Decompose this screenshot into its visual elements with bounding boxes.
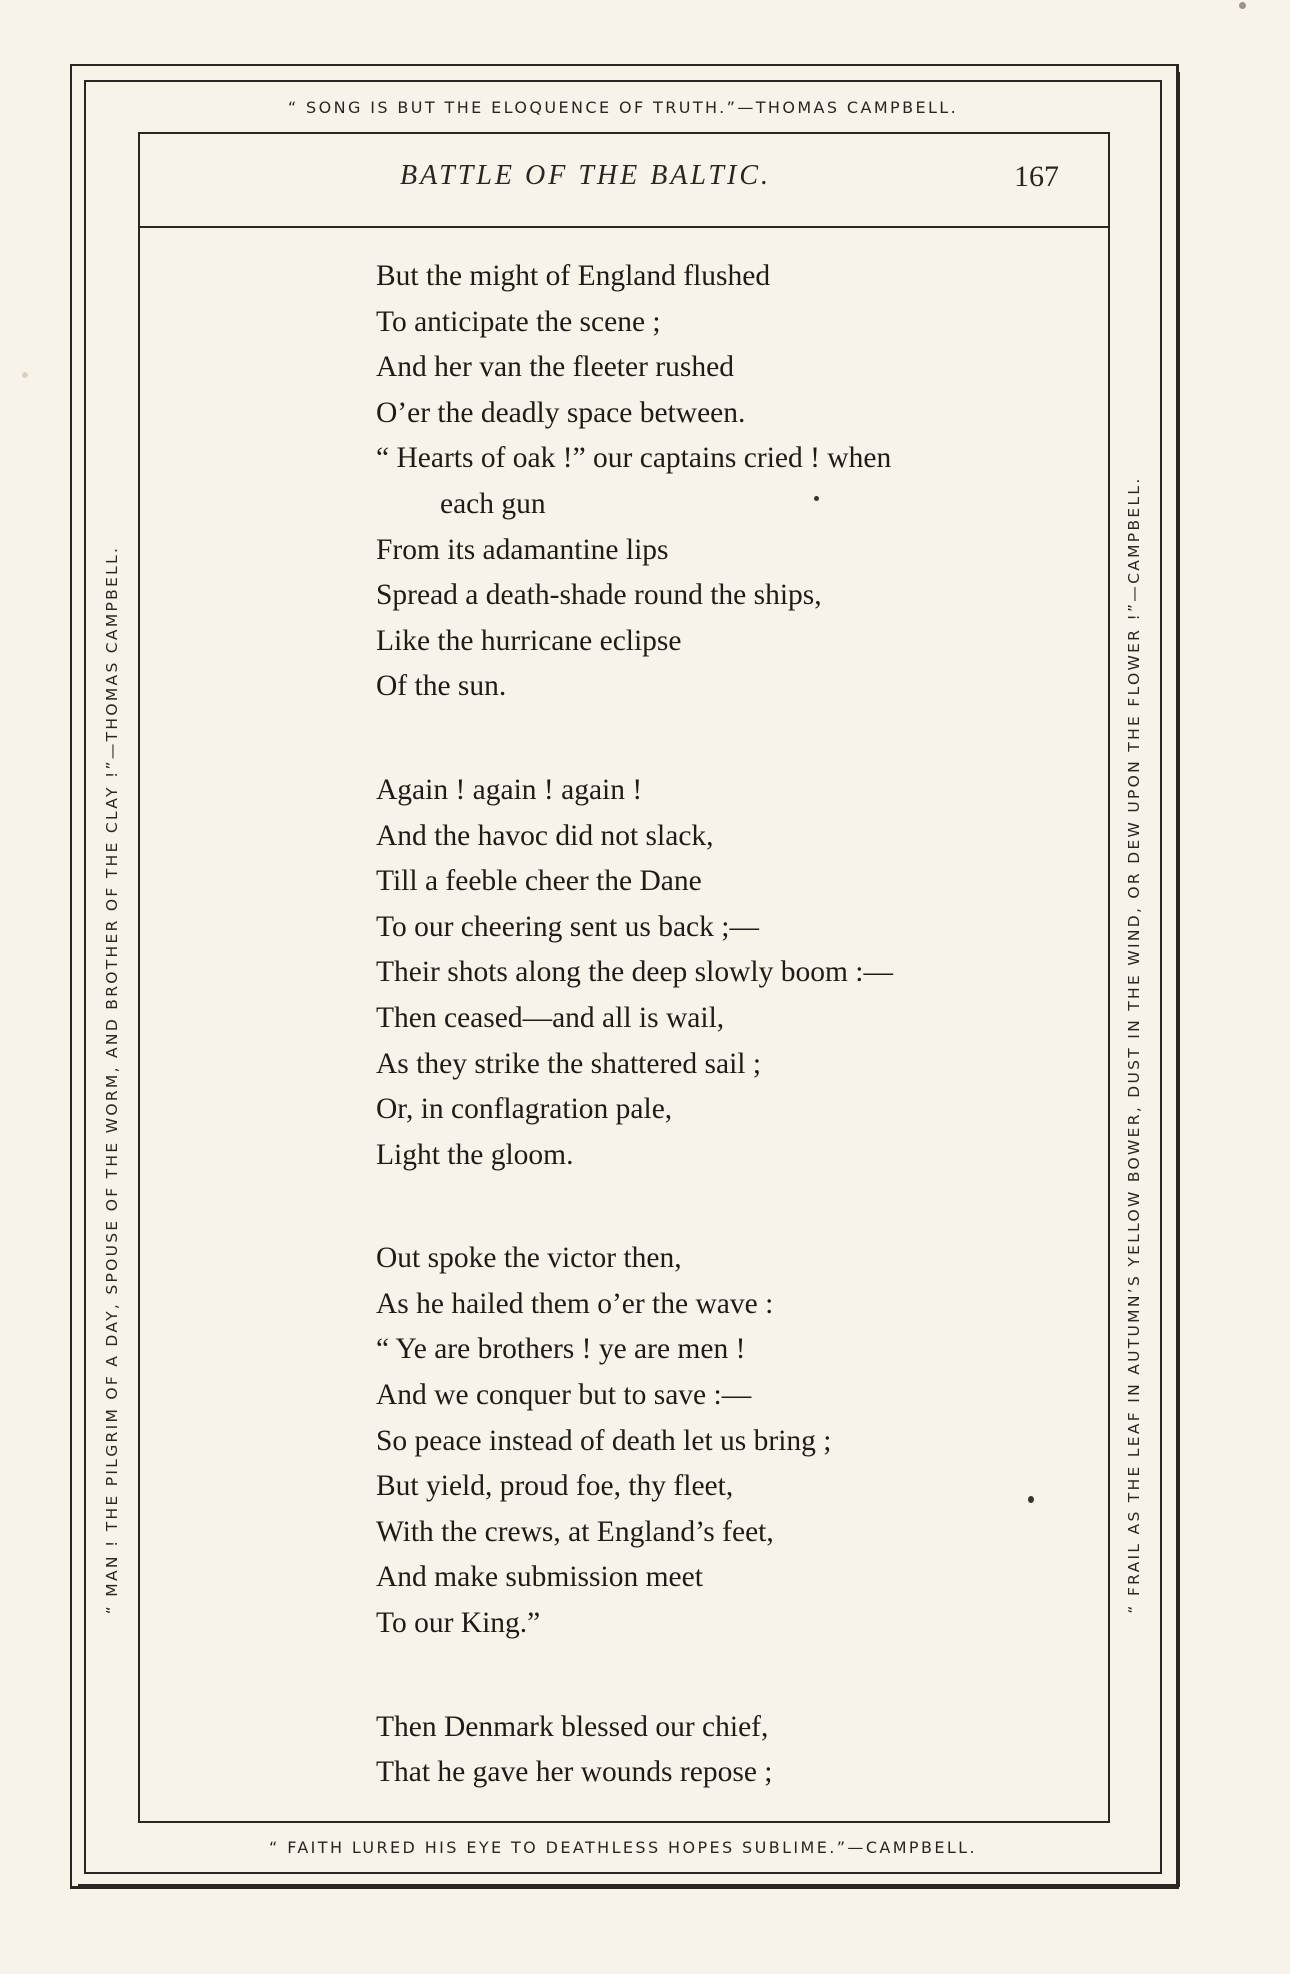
poem-line: “ Hearts of oak !” our captains cried ! when	[376, 442, 892, 475]
poem-line: With the crews, at England’s feet,	[376, 1515, 774, 1548]
outer-border-shadow-bottom	[78, 1884, 1180, 1886]
top-motto: “ SONG IS BUT THE ELOQUENCE OF TRUTH.”—THOMAS CAMPBELL.	[287, 98, 959, 117]
stanza	[376, 768, 1076, 1178]
poem-line: But the might of England flushed	[376, 260, 771, 292]
right-motto: “ FRAIL AS THE LEAF IN AUTUMN’S YELLOW BOWER, DUST IN THE WIND, OR DEW UPON THE FLOWER !”—CAMPBELL.	[1125, 476, 1143, 1614]
poem-line: Their shots along the deep slowly boom :—	[376, 956, 893, 989]
poem-line: To anticipate the scene ;	[376, 305, 661, 338]
bottom-motto: “ FAITH LURED HIS EYE TO DEATHLESS HOPES SUBLIME.”—CAMPBELL.	[269, 1838, 977, 1857]
poem-line: And make submission meet	[376, 1561, 703, 1594]
poem-line: That he gave her wounds repose ;	[376, 1756, 773, 1789]
poem-line: Again ! again ! again !	[376, 773, 643, 806]
poem-line: But yield, proud foe, thy fleet,	[376, 1470, 734, 1503]
poem-line: Or, in conflagration pale,	[376, 1093, 673, 1126]
poem-line: Out spoke the victor then,	[376, 1242, 682, 1275]
poem-line: Till a feeble cheer the Dane	[376, 865, 702, 898]
left-motto: “ MAN ! THE PILGRIM OF A DAY, SPOUSE OF THE WORM, AND BROTHER OF THE CLAY !”—THOMAS CAMPBELL.	[103, 545, 121, 1615]
poem-line: Then ceased—and all is wail,	[376, 1001, 725, 1034]
poem-line: To our King.”	[376, 1607, 541, 1640]
poem-line: So peace instead of death let us bring ;	[376, 1424, 832, 1457]
poem-line: Spread a death-shade round the ships,	[376, 579, 822, 612]
stanza	[376, 254, 1076, 710]
poem-line: As they strike the shattered sail ;	[376, 1047, 762, 1080]
poem-line: And the havoc did not slack,	[376, 819, 714, 852]
poem-line: As he hailed them o’er the wave :	[376, 1287, 774, 1320]
running-title: BATTLE OF THE BALTIC.	[400, 160, 771, 191]
page-number: 167	[1014, 160, 1059, 193]
poem-line: And we conquer but to save :—	[376, 1379, 752, 1412]
stanza	[376, 1236, 1076, 1646]
poem-line-continuation: each gun	[440, 487, 546, 520]
poem-line: Like the hurricane eclipse	[376, 624, 682, 657]
poem-line: Then Denmark blessed our chief,	[376, 1710, 769, 1743]
poem-line: From its adamantine lips	[376, 533, 669, 566]
poem-line: And her van the fleeter rushed	[376, 351, 734, 384]
ink-speck	[1028, 1496, 1034, 1503]
header-rule	[138, 226, 1108, 228]
paper-mark	[1239, 2, 1246, 9]
poem-line: “ Ye are brothers ! ye are men !	[376, 1333, 746, 1366]
outer-border-shadow-right	[1178, 72, 1180, 1887]
poem-line: O’er the deadly space between.	[376, 396, 746, 429]
poem-line: To our cheering sent us back ;—	[376, 910, 759, 943]
paper-mark	[22, 372, 28, 378]
stanza	[376, 1705, 1076, 1796]
poem-line: Light the gloom.	[376, 1138, 574, 1171]
poem-line: Of the sun.	[376, 670, 507, 703]
poem-body	[376, 254, 1076, 1796]
ink-speck	[814, 496, 819, 501]
